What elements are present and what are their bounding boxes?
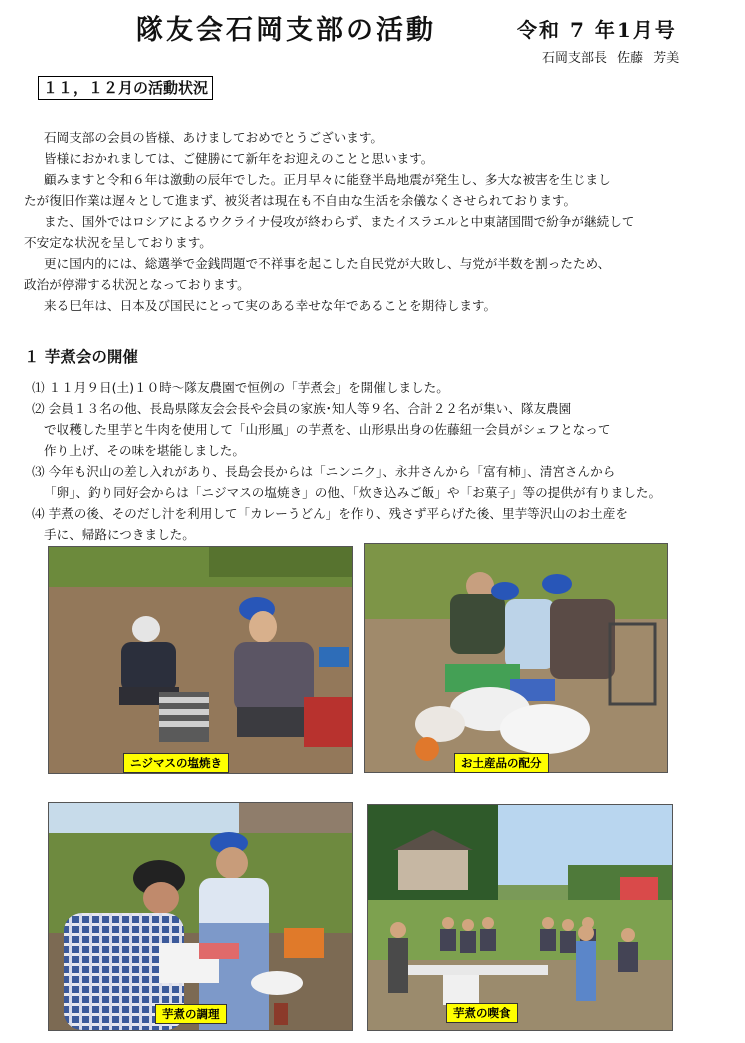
intro-line: また、国外ではロシアによるウクライナ侵攻が終わらず、またイスラエルと中東諸国間で紛争が継続して	[44, 214, 635, 229]
intro-line: 不安定な状況を呈しております。	[24, 235, 212, 250]
list-item: で収穫した里芋と牛肉を使用して「山形風」の芋煮を、山形県出身の佐藤紐一会員がシェフとなって	[44, 422, 611, 437]
list-item: 作り上げ、その味を堪能しました。	[44, 443, 245, 458]
photo-trout-grilling	[48, 546, 353, 774]
photo-souvenir-distribution	[364, 543, 668, 773]
photo-imoni-cooking	[48, 802, 353, 1031]
section-box-heading: １１，１２月の活動状況	[38, 76, 213, 100]
newsletter-title: 隊友会石岡支部の活動	[136, 15, 436, 46]
photo-caption: 芋煮の調理	[155, 1004, 227, 1024]
list-item: 手に、帰路につきました。	[44, 527, 195, 542]
intro-line: 政治が停滞する状況となっております。	[24, 277, 250, 292]
list-item: 「卵」、釣り同好会からは「ニジマスの塩焼き」の他、「炊き込みご飯」や「お菓子」等の提供が有りました。	[44, 485, 662, 500]
issue-date: 令和 7 年1月号	[517, 18, 677, 42]
list-item: ⑷ 芋煮の後、そのだし汁を利用して「カレーうどん」を作り、残さず平らげた後、里芋等沢山のお土産を	[32, 506, 628, 521]
intro-line: 皆様におかれましては、ご健勝にて新年をお迎えのことと思います。	[44, 151, 434, 166]
intro-line: 更に国内的には、総選挙で金銭問題で不祥事を起こした自民党が大敗し、与党が半数を割ったため、	[44, 256, 611, 271]
author-line: 石岡支部長 佐藤 芳美	[542, 51, 680, 66]
section-heading: １ 芋煮会の開催	[24, 348, 138, 366]
intro-line: たが復旧作業は遅々として進まず、被災者は現在も不自由な生活を余儀なくさせられております。	[24, 193, 577, 208]
list-item: ⑵ 会員１３名の他、長島県隊友会会長や会員の家族･知人等９名、合計２２名が集い、隊友農園	[32, 401, 572, 416]
intro-line: 顧みますと令和６年は激動の辰年でした。正月早々に能登半島地震が発生し、多大な被害を生じまし	[44, 172, 611, 187]
list-item: ⑶ 今年も沢山の差し入れがあり、長島会長からは「ニンニク」、永井さんから「富有柿」、清宮さんから	[32, 464, 616, 479]
intro-line: 来る巳年は、日本及び国民にとって実のある幸せな年であることを期待します。	[44, 298, 497, 313]
photo-caption: お土産品の配分	[454, 753, 549, 773]
photo-caption: ニジマスの塩焼き	[123, 753, 229, 773]
intro-line: 石岡支部の会員の皆様、あけましておめでとうございます。	[44, 130, 384, 145]
photo-caption: 芋煮の喫食	[446, 1003, 518, 1023]
photo-imoni-eating	[367, 804, 673, 1031]
list-item: ⑴ １１月９日(土)１０時～隊友農園で恒例の「芋煮会」を開催しました。	[32, 380, 449, 395]
